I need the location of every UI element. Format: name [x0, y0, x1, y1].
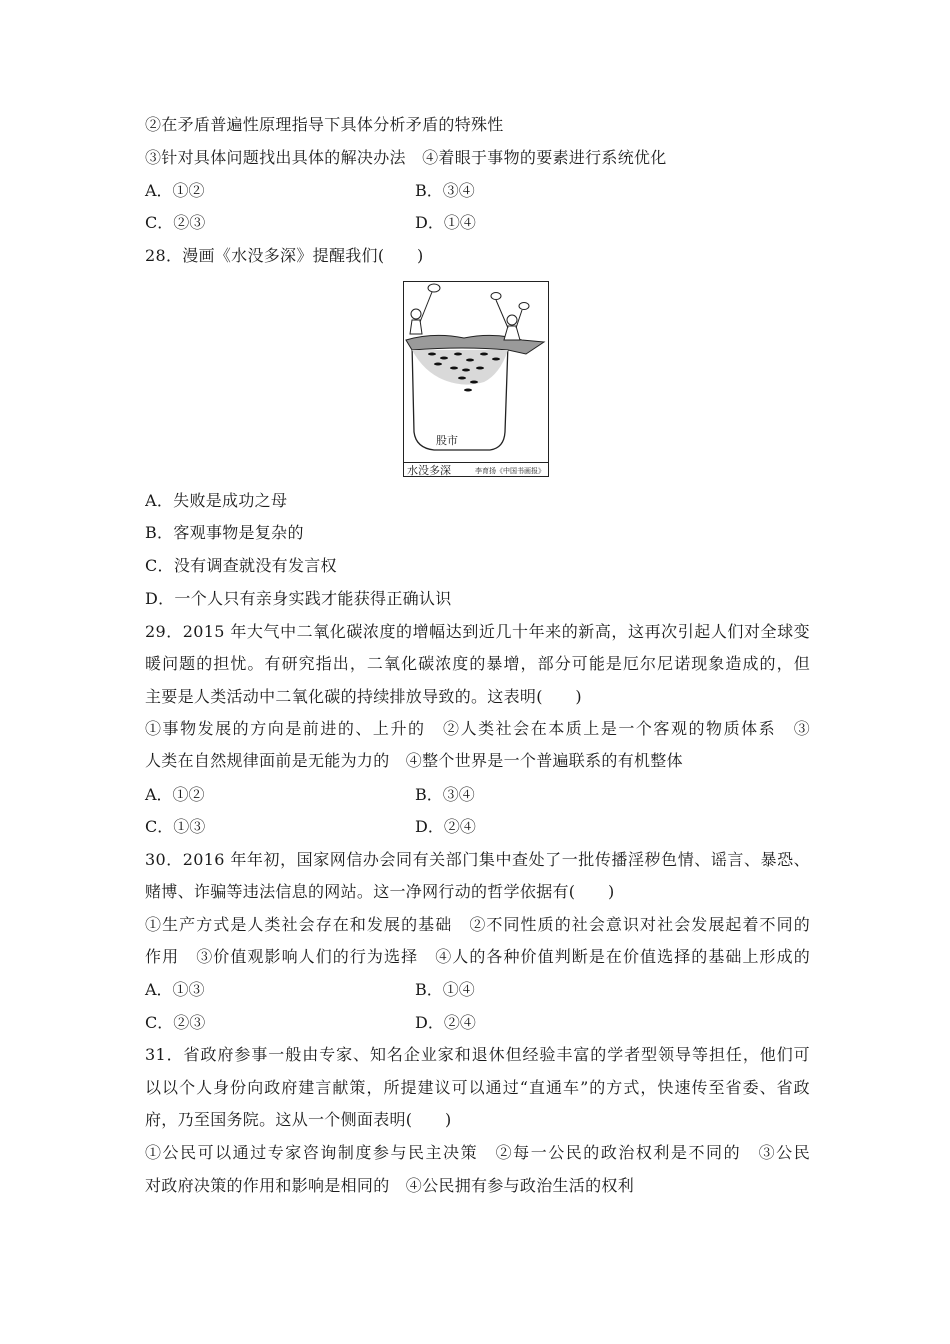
q27-choice-c[interactable]: C．②③ — [145, 213, 206, 232]
q29-stem-line-3: 主要是人类活动中二氧化碳的持续排放导致的。这表明( ) — [145, 687, 582, 706]
q30-stem-line-1: 30．2016 年年初，国家网信办会同有关部门集中查处了一批传播淫秽色情、谣言、暴恐、 — [145, 850, 810, 869]
q29-choice-d[interactable]: D．②④ — [415, 817, 476, 836]
q30-options-line-1: ①生产方式是人类社会存在和发展的基础 ②不同性质的社会意识对社会发展起着不同的 — [145, 915, 810, 934]
q27-option-2: ②在矛盾普遍性原理指导下具体分析矛盾的特殊性 — [145, 115, 504, 134]
cartoon-title: 水没多深 — [407, 464, 451, 477]
q29-stem-line-1: 29．2015 年大气中二氧化碳浓度的增幅达到近几十年来的新高，这再次引起人们对全球变 — [145, 622, 810, 641]
q31-stem-line-3: 府，乃至国务院。这从一个侧面表明( ) — [145, 1110, 452, 1129]
cartoon-figure — [403, 281, 549, 477]
q30-choice-d[interactable]: D．②④ — [415, 1013, 476, 1032]
q29-choice-c[interactable]: C．①③ — [145, 817, 206, 836]
q30-choice-c[interactable]: C．②③ — [145, 1013, 206, 1032]
q30-stem-line-2: 赌博、诈骗等违法信息的网站。这一净网行动的哲学依据有( ) — [145, 882, 615, 901]
q31-options-line-1: ①公民可以通过专家咨询制度参与民主决策 ②每一公民的政治权利是不同的 ③公民 — [145, 1143, 810, 1162]
q30-choice-b[interactable]: B．①④ — [415, 980, 475, 999]
q28-choice-b[interactable]: B．客观事物是复杂的 — [145, 523, 304, 542]
cartoon-caption — [404, 462, 548, 479]
q29-options-line-1: ①事物发展的方向是前进的、上升的 ②人类社会在本质上是一个客观的物质体系 ③ — [145, 719, 810, 738]
q27-choice-b[interactable]: B．③④ — [415, 181, 475, 200]
q27-choice-d[interactable]: D．①④ — [415, 213, 476, 232]
q29-choice-b[interactable]: B．③④ — [415, 785, 475, 804]
q29-choice-a[interactable]: A．①② — [145, 785, 205, 804]
q31-stem-line-2: 以以个人身份向政府建言献策，所提建议可以通过“直通车”的方式，快速传至省委、省政 — [145, 1078, 810, 1097]
q30-options-line-2: 作用 ③价值观影响人们的行为选择 ④人的各种价值判断是在价值选择的基础上形成的 — [145, 947, 810, 966]
q29-options-line-2: 人类在自然规律面前是无能为力的 ④整个世界是一个普遍联系的有机整体 — [145, 751, 683, 770]
q28-choice-c[interactable]: C．没有调查就没有发言权 — [145, 556, 337, 575]
q28-choice-d[interactable]: D．一个人只有亲身实践才能获得正确认识 — [145, 589, 452, 608]
q27-options-3-4: ③针对具体问题找出具体的解决办法 ④着眼于事物的要素进行系统优化 — [145, 148, 667, 167]
q31-stem-line-1: 31．省政府参事一般由专家、知名企业家和退休但经验丰富的学者型领导等担任，他们可 — [145, 1045, 810, 1064]
cartoon-illustration — [404, 282, 548, 462]
q31-options-line-2: 对政府决策的作用和影响是相同的 ④公民拥有参与政治生活的权利 — [145, 1176, 635, 1195]
cartoon-label: 股市 — [436, 434, 458, 447]
q30-choice-a[interactable]: A．①③ — [145, 980, 205, 999]
q28-choice-a[interactable]: A．失败是成功之母 — [145, 491, 288, 510]
q29-stem-line-2: 暖问题的担忧。有研究指出，二氧化碳浓度的暴增，部分可能是厄尔尼诺现象造成的，但 — [145, 654, 810, 673]
cartoon-credit: 李育扬《中国书画报》 — [475, 467, 545, 475]
q28-stem: 28．漫画《水没多深》提醒我们( ) — [145, 246, 424, 265]
q27-choice-a[interactable]: A．①② — [145, 181, 205, 200]
